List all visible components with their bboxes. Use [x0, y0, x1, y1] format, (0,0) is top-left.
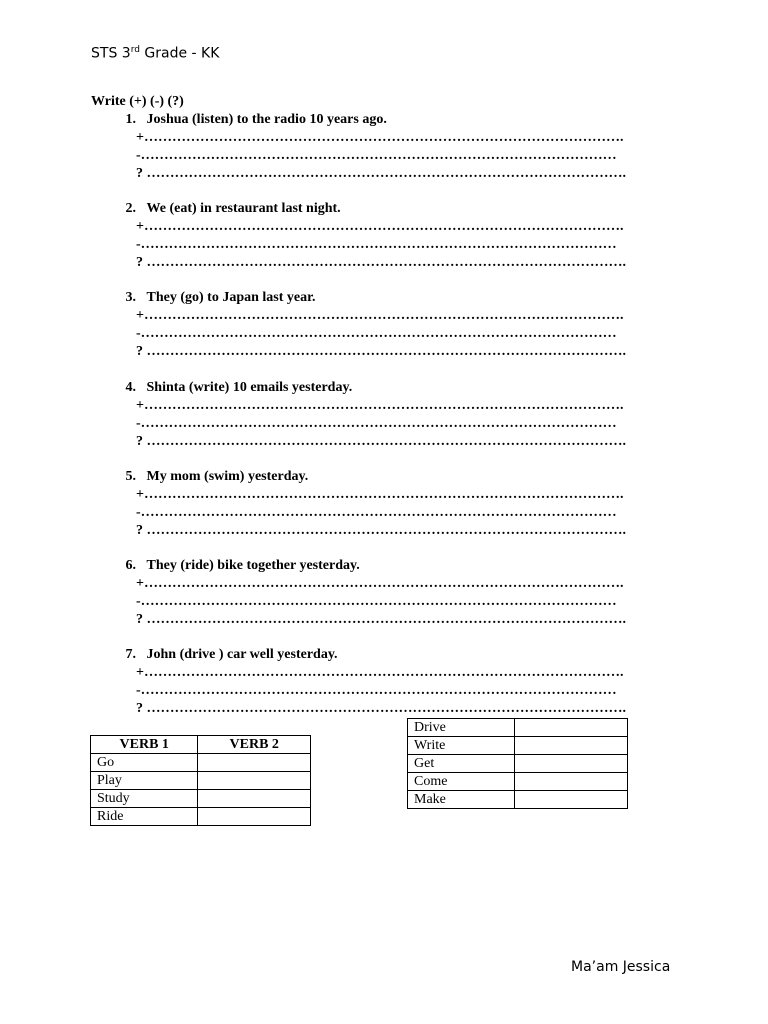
verb-1-cell: Drive — [408, 719, 515, 737]
table-header-row — [91, 736, 311, 754]
answer-line-interrogative[interactable]: ? …………………………………………………………………………………………. — [136, 523, 626, 538]
verb-1-cell: Play — [91, 772, 198, 790]
verb-1-cell: Go — [91, 754, 198, 772]
verb-2-answer-cell[interactable] — [198, 808, 311, 826]
header-title-pre: STS 3 — [91, 45, 131, 62]
question-4 — [91, 379, 636, 451]
answer-line-positive[interactable]: +…………………………………………………………………………………………. — [136, 130, 624, 145]
table-row — [91, 754, 311, 772]
verb-2-answer-cell[interactable] — [515, 755, 628, 773]
question-number: 5. — [125, 469, 136, 484]
answer-line-negative[interactable]: -………………………………………………………………………………………… — [136, 237, 617, 252]
verb-1-cell: Study — [91, 790, 198, 808]
question-number: 1. — [125, 112, 136, 127]
question-text: John (drive ) car well yesterday. — [146, 647, 338, 662]
table-row — [408, 791, 628, 809]
question-6 — [91, 557, 636, 629]
verb-2-answer-cell[interactable] — [198, 772, 311, 790]
question-text: Shinta (write) 10 emails yesterday. — [146, 380, 353, 395]
answer-line-interrogative[interactable]: ? …………………………………………………………………………………………. — [136, 701, 626, 716]
answer-line-interrogative[interactable]: ? …………………………………………………………………………………………. — [136, 612, 626, 627]
verb-2-answer-cell[interactable] — [515, 719, 628, 737]
verb-2-answer-cell[interactable] — [198, 790, 311, 808]
answer-line-interrogative[interactable]: ? …………………………………………………………………………………………. — [136, 344, 626, 359]
header-title-sup: rd — [130, 45, 140, 55]
question-1 — [91, 111, 636, 183]
table-row — [408, 719, 628, 737]
answer-line-negative[interactable]: -………………………………………………………………………………………… — [136, 148, 617, 163]
answer-line-interrogative[interactable]: ? …………………………………………………………………………………………. — [136, 434, 626, 449]
table-row — [91, 772, 311, 790]
instruction: Write (+) (-) (?) — [91, 94, 184, 109]
answer-line-positive[interactable]: +…………………………………………………………………………………………. — [136, 219, 624, 234]
verb-2-answer-cell[interactable] — [515, 737, 628, 755]
verb-1-cell: Write — [408, 737, 515, 755]
table-row — [91, 790, 311, 808]
answer-line-positive[interactable]: +…………………………………………………………………………………………. — [136, 576, 624, 591]
question-text: They (ride) bike together yesterday. — [146, 558, 360, 573]
answer-line-positive[interactable]: +…………………………………………………………………………………………. — [136, 487, 624, 502]
question-number: 4. — [125, 380, 136, 395]
verb-2-answer-cell[interactable] — [198, 754, 311, 772]
table-row — [408, 755, 628, 773]
verb-1-cell: Get — [408, 755, 515, 773]
table-row — [408, 773, 628, 791]
question-number: 6. — [125, 558, 136, 573]
verb-table-right — [407, 718, 628, 809]
question-3 — [91, 289, 636, 361]
table-row — [408, 737, 628, 755]
question-2 — [91, 200, 636, 272]
answer-line-negative[interactable]: -………………………………………………………………………………………… — [136, 594, 617, 609]
header-verb-1: VERB 1 — [91, 736, 198, 754]
answer-line-interrogative[interactable]: ? …………………………………………………………………………………………. — [136, 255, 626, 270]
question-7 — [91, 646, 636, 718]
answer-line-negative[interactable]: -………………………………………………………………………………………… — [136, 683, 617, 698]
answer-line-negative[interactable]: -………………………………………………………………………………………… — [136, 326, 617, 341]
answer-line-positive[interactable]: +…………………………………………………………………………………………. — [136, 398, 624, 413]
question-number: 2. — [125, 201, 136, 216]
question-text: My mom (swim) yesterday. — [146, 469, 309, 484]
teacher-signature: Ma’am Jessica — [571, 959, 671, 975]
question-text: Joshua (listen) to the radio 10 years ago. — [146, 112, 387, 127]
question-number: 3. — [125, 290, 136, 305]
verb-1-cell: Ride — [91, 808, 198, 826]
header-title-post: Grade - KK — [139, 45, 220, 62]
verb-1-cell: Make — [408, 791, 515, 809]
answer-line-interrogative[interactable]: ? …………………………………………………………………………………………. — [136, 166, 626, 181]
verb-2-answer-cell[interactable] — [515, 773, 628, 791]
verb-table-left — [90, 735, 311, 826]
question-number: 7. — [125, 647, 136, 662]
question-text: We (eat) in restaurant last night. — [146, 201, 341, 216]
table-row — [91, 808, 311, 826]
answer-line-negative[interactable]: -………………………………………………………………………………………… — [136, 505, 617, 520]
answer-line-positive[interactable]: +…………………………………………………………………………………………. — [136, 308, 624, 323]
verb-1-cell: Come — [408, 773, 515, 791]
answer-line-negative[interactable]: -………………………………………………………………………………………… — [136, 416, 617, 431]
verb-2-answer-cell[interactable] — [515, 791, 628, 809]
question-text: They (go) to Japan last year. — [146, 290, 316, 305]
header-verb-2: VERB 2 — [198, 736, 311, 754]
worksheet-header — [91, 45, 219, 62]
answer-line-positive[interactable]: +…………………………………………………………………………………………. — [136, 665, 624, 680]
question-5 — [91, 468, 636, 540]
